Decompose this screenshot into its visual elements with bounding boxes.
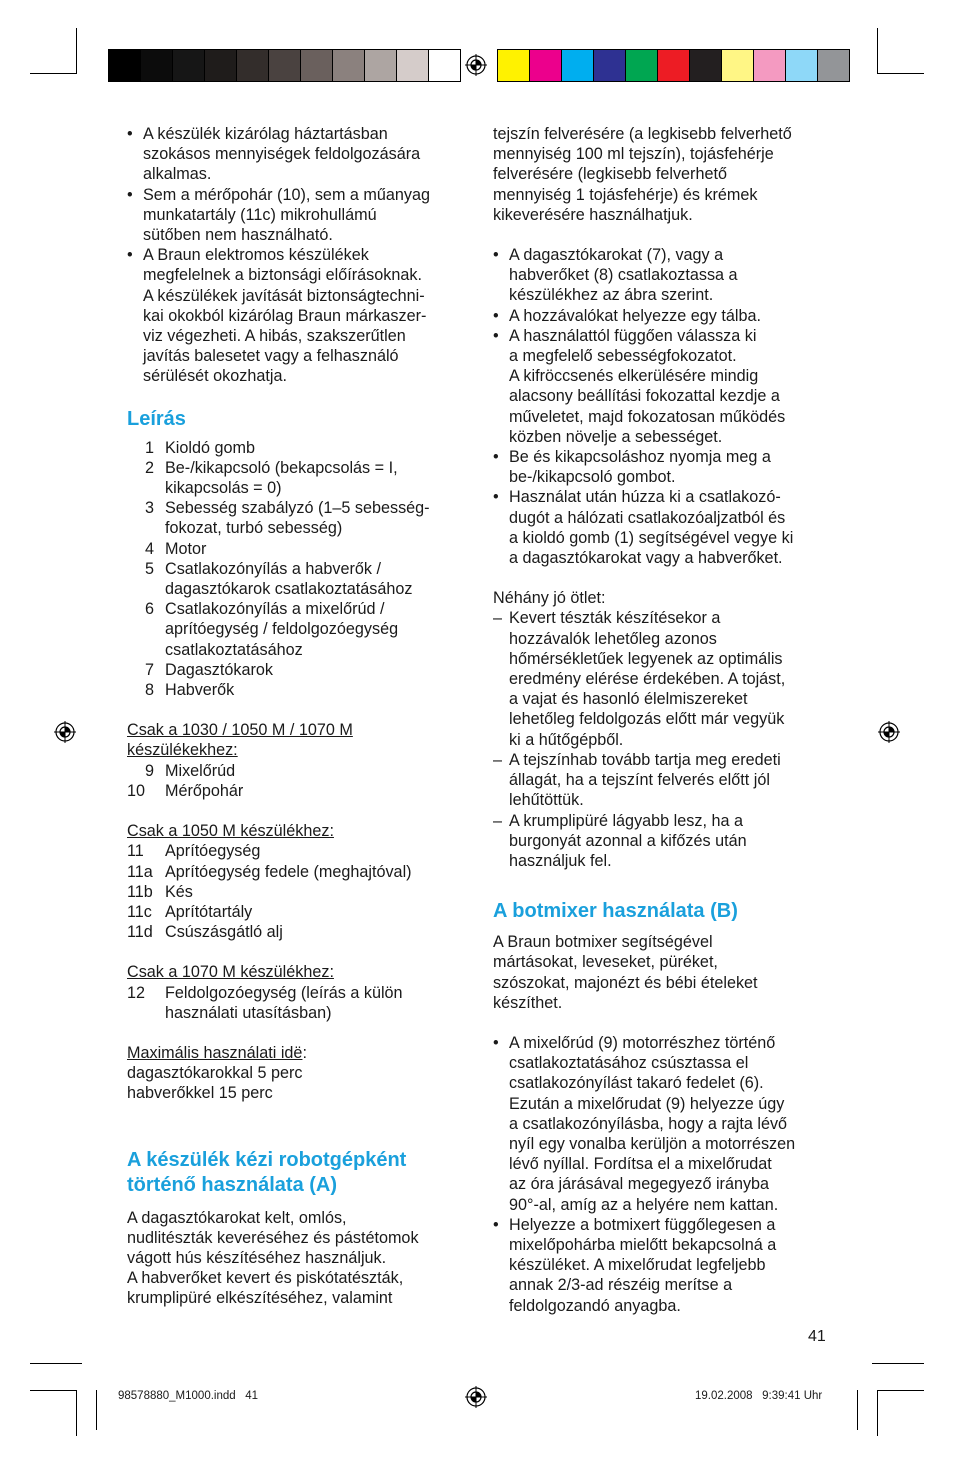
crop-mark <box>30 73 76 74</box>
part-number: 12 <box>127 983 146 1002</box>
part-label: Mérőpohár <box>165 781 244 800</box>
part-label: Sebesség szabályzó (1–5 sebesség- fokozat, turbó sebesség) <box>165 499 430 538</box>
trim-line <box>30 1363 82 1364</box>
part-label: Aprítótartály <box>165 902 253 921</box>
gray-swatch <box>205 50 237 81</box>
part-item <box>127 761 467 781</box>
color-swatch <box>754 50 786 81</box>
part-label: Csúszásgátló alj <box>165 923 283 942</box>
part-label: Aprítóegység <box>165 842 261 861</box>
list-item: – A tejszínhab tovább tartja meg eredeti állagát, ha a tejszínt felverés előtt jól lehűtöttük. <box>493 750 781 810</box>
gray-swatch <box>429 50 460 81</box>
part-number: 10 <box>127 781 146 800</box>
trim-line <box>872 1363 924 1364</box>
part-label: Kioldó gomb <box>165 438 255 457</box>
list-item: • A készülék kizárólag háztartásban szokásos mennyiségek feldolgozására alkalmas. <box>127 125 421 184</box>
part-number: 4 <box>144 539 154 558</box>
list-item: • A Braun elektromos készülékek megfelelnek a biztonsági előírásoknak. A készülékek javítását biztonságtechni- kai okokból kizárólag Braun márkaszer- viz végezheti. A hibás, szakszerűtlen javítás balesetet vagy a felhasználó sérülését okozhatja. <box>127 246 427 386</box>
part-item <box>127 599 467 660</box>
gray-swatch <box>173 50 205 81</box>
right-column <box>493 124 838 1316</box>
part-label: Csatlakozónyílás a mixelőrúd / aprítóegység / feldolgozóegység csatlakoztatásához <box>165 600 399 659</box>
part-item <box>127 438 467 458</box>
max-usage-label: Maximális használati idë <box>127 1043 303 1062</box>
max-usage-values: dagasztókarokkal 5 perc habverőkkel 15 perc <box>127 1064 303 1103</box>
part-item <box>127 902 467 922</box>
list-item: – A krumplipüré lágyabb lesz, ha a burgonyát azonnal a kifőzés után használjuk fel. <box>493 811 747 870</box>
part-number: 3 <box>144 499 154 518</box>
list-item: • Használat után húzza ki a csatlakozó- dugót a hálózati csatlakozóaljzatból és a kioldó gomb (1) segítségével vegye ki a dagasztókarokat vagy a habverőket. <box>493 488 794 568</box>
part-number: 8 <box>144 681 154 700</box>
gray-swatch <box>237 50 269 81</box>
part-label: Dagasztókarok <box>165 660 273 679</box>
color-swatch <box>722 50 754 81</box>
color-swatch <box>594 50 626 81</box>
part-number: 6 <box>144 600 154 619</box>
safety-bullet-list <box>127 124 467 387</box>
color-swatch <box>818 50 849 81</box>
models-1050-note: Csak a 1050 M készülékhez: <box>127 822 334 841</box>
trim-line <box>857 1390 858 1430</box>
list-item: • A hozzávalókat helyezze egy tálba. <box>493 306 761 325</box>
part-label: Mixelőrúd <box>165 761 236 780</box>
list-item: – Kevert tészták készítésekor a hozzávalók lehetőleg azonos hőmérsékletűek legyenek az optimális eredmény elérése érdekében. A tojást, a vajat és hasonló élelmiszereket lehetőleg feldolgozás előtt már vegyük ki a hűtőgépből. <box>493 609 786 749</box>
color-swatch <box>690 50 722 81</box>
parts-list-1030 <box>127 761 467 801</box>
parts-list-1070 <box>127 983 467 1023</box>
models-1070-note: Csak a 1070 M készülékhez: <box>127 963 334 982</box>
part-item <box>127 680 467 700</box>
list-item: • A mixelőrúd (9) motorrészhez történő csatlakoztatásához csúsztassa el csatlakozónyílást takaró fedelet (6). Ezután a mixelőrudat (9) helyezze úgy a csatlakozónyílásba, hogy a rajta lévő nyíl egy vonalba kerüljön a motorrészen lévő nyíllal. Fordítsa el a mixelőrudat az óra járásával megegyező irányba 90°-al, amíg az a helyére nem kattan. <box>493 1033 796 1214</box>
crop-mark <box>76 1390 77 1436</box>
page-number: 41 <box>808 1328 826 1345</box>
registration-mark-icon <box>878 721 900 743</box>
left-column <box>127 124 467 1309</box>
part-item <box>127 458 467 498</box>
part-label: Feldolgozóegység (leírás a külön használati utasításban) <box>165 983 403 1022</box>
crop-mark <box>877 28 878 74</box>
part-number: 11a <box>127 862 153 881</box>
gray-swatch <box>397 50 429 81</box>
grayscale-color-bar <box>108 49 461 82</box>
trim-line <box>96 1390 97 1430</box>
part-label: Motor <box>165 539 207 558</box>
section-heading-leiras: Leírás <box>127 407 186 430</box>
part-number: 11c <box>127 902 152 921</box>
part-number: 9 <box>144 761 154 780</box>
part-label: Be-/kikapcsoló (bekapcsolás = I, kikapcsolás = 0) <box>165 458 398 498</box>
color-swatch <box>498 50 530 81</box>
max-usage-time <box>127 1043 467 1063</box>
parts-list-1050 <box>127 841 467 942</box>
gray-swatch <box>109 50 141 81</box>
part-item <box>127 781 467 801</box>
color-swatch <box>626 50 658 81</box>
part-item <box>127 539 467 559</box>
part-item <box>127 660 467 680</box>
crop-mark <box>76 28 77 74</box>
list-item: • A dagasztókarokat (7), vagy a habverőket (8) csatlakoztassa a készülékhez az ábra szerint. <box>493 246 738 305</box>
part-label: Aprítóegység fedele (meghajtóval) <box>165 862 412 881</box>
parts-list <box>127 438 467 701</box>
part-number: 5 <box>144 559 154 578</box>
part-label: Csatlakozónyílás a habverők / dagasztókarok csatlakoztatásához <box>165 559 413 599</box>
part-item <box>127 922 467 942</box>
list-item: • Be és kikapcsoláshoz nyomja meg a be-/kikapcsoló gombot. <box>493 448 771 487</box>
section-b-paragraph: A Braun botmixer segítségével mártásokat, leveseket, püréket, szószokat, majonézt és bébi ételeket készíthet. <box>493 933 758 1012</box>
part-label: Habverők <box>165 681 235 700</box>
gray-swatch <box>141 50 173 81</box>
gray-swatch <box>365 50 397 81</box>
part-number: 1 <box>144 438 154 457</box>
part-item <box>127 862 467 882</box>
gray-swatch <box>333 50 365 81</box>
crop-mark <box>30 1390 76 1391</box>
gray-swatch <box>269 50 301 81</box>
crop-mark <box>877 1390 878 1436</box>
part-item <box>127 559 467 599</box>
color-swatch <box>530 50 562 81</box>
registration-mark-icon <box>465 54 487 76</box>
part-item <box>127 983 467 1023</box>
usage-bullet-list <box>493 245 838 568</box>
part-item <box>127 882 467 902</box>
color-swatch <box>658 50 690 81</box>
footer-filename: 98578880_M1000.indd 41 <box>118 1390 259 1402</box>
blender-bullet-list <box>493 1033 838 1316</box>
section-heading-a: A készülék kézi robotgépként történő használata (A) <box>127 1148 407 1196</box>
part-number: 11b <box>127 882 153 901</box>
color-swatch <box>562 50 594 81</box>
crop-mark <box>878 1390 924 1391</box>
tips-title: Néhány jó ötlet: <box>493 589 606 608</box>
list-item: • Helyezze a botmixert függőlegesen a mixelőpohárba mielőtt bekapcsolná a készüléket. A mixelőrudat legfeljebb annak 2/3-ad részéig merítse a feldolgozandó anyagba. <box>493 1215 777 1315</box>
section-heading-b: A botmixer használata (B) <box>493 900 738 923</box>
whipping-paragraph: tejszín felverésére (a legkisebb felverhető mennyiség 100 ml tejszín), tojásfehérje felverésére (legkisebb felverhető mennyiség 1 tojásfehérje) és krémek kikeverésére használhatjuk. <box>493 125 792 224</box>
part-label: Kés <box>165 882 193 901</box>
registration-mark-icon <box>54 721 76 743</box>
color-swatch <box>786 50 818 81</box>
max-usage-colon: : <box>302 1043 307 1062</box>
part-number: 7 <box>144 660 154 679</box>
part-number: 2 <box>144 458 154 477</box>
registration-mark-icon <box>465 1386 487 1408</box>
tips-list <box>493 608 838 871</box>
gray-swatch <box>301 50 333 81</box>
process-color-bar <box>497 49 850 82</box>
list-item: • A használattól függően válassza ki a megfelelő sebességfokozatot. A kifröccsenés elkerülésére mindig alacsony beállítási fokozattal kezdje a műveletet, majd fokozatosan működés közben növelje a sebességet. <box>493 326 786 446</box>
part-item <box>127 841 467 861</box>
list-item: • Sem a mérőpohár (10), sem a műanyag munkatartály (11c) mikrohullámú sütőben nem használható. <box>127 185 431 245</box>
section-a-paragraph: A dagasztókarokat kelt, omlós, nudlitészták keveréséhez és pástétomok vágott hús készítéséhez használjuk. A habverőket kevert és piskótatészták, krumplipüré elkészítéséhez, valamint <box>127 1208 419 1308</box>
footer-timestamp: 19.02.2008 9:39:41 Uhr <box>695 1390 823 1402</box>
part-number: 11d <box>127 923 153 942</box>
part-number: 11 <box>127 842 144 861</box>
crop-mark <box>878 73 924 74</box>
models-1030-note: Csak a 1030 / 1050 M / 1070 M készülékekhez: <box>127 721 353 760</box>
part-item <box>127 498 467 538</box>
